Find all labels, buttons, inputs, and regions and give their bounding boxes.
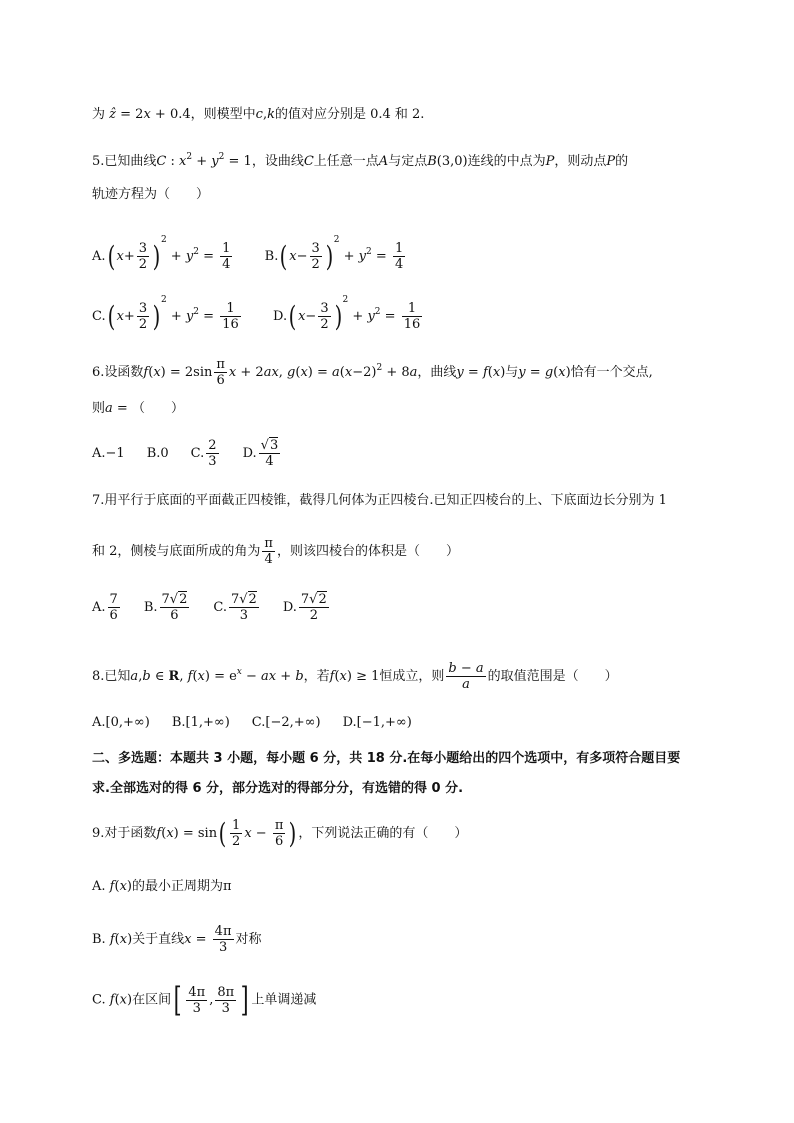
question-7-stem <box>92 490 734 512</box>
text: 恰有一个交点, <box>570 365 653 380</box>
option-label: D. <box>242 446 257 461</box>
text: 的 <box>615 154 629 169</box>
line-top: 为 ẑ = 2x + 0.4，则模型中c,k的值对应分别是 0.4 和 2. <box>92 107 425 122</box>
text: （ ） <box>131 401 184 416</box>
option-d[interactable]: D.[−1,+∞) <box>342 715 412 730</box>
text: 关于直线 <box>132 932 185 947</box>
question-6-stem: 6.设函数f(x) = 2sin $\frac{\pi}{6}$ x + 2ax, $g(x) = a(x-2)^2 + 8a$，曲线y = f(x)与y = g(x)恰有一个交点, <box>92 357 653 388</box>
text: 的最小正周期为 <box>131 879 223 894</box>
text: 已知曲线 <box>104 154 157 169</box>
option-label: C. <box>251 715 266 730</box>
question-5-options-ab <box>92 218 734 279</box>
option-b[interactable]: B.[1,+∞) <box>171 715 230 730</box>
question-5-options-cd <box>92 278 734 339</box>
question-number: 6. <box>92 365 105 380</box>
option-label: C. <box>213 600 227 615</box>
text: 在区间 <box>132 992 172 1008</box>
text: ，下列说法正确的有（ ） <box>298 826 468 841</box>
text: ，设曲线 <box>251 154 304 169</box>
option-label: B. <box>92 932 106 947</box>
text: 求.全部选对的得 6 分，部分选对的得部分分，有选错的得 0 分. <box>92 781 464 796</box>
question-9-option-b[interactable]: B. f(x)关于直线x = $\frac{4\pi}{3}$ 对称 <box>92 924 262 955</box>
text: ，曲线 <box>417 365 457 380</box>
option-c[interactable]: C.[−2,+∞) <box>251 715 321 730</box>
option-label: C. <box>92 992 106 1008</box>
option-d[interactable]: D. $\frac{√3}{4}$ <box>242 438 279 469</box>
text: 为 <box>92 107 106 122</box>
question-9-option-c[interactable]: C. f(x)在区间[ $\frac{4\pi}{3}$ , $\frac{8\pi}{3}$ ] 上单调递减 <box>92 980 317 1020</box>
option-b[interactable]: B.( x− $\frac{3}{2}$ )$^2 + y^2$ = $\frac{1}{4}$ <box>264 235 404 273</box>
option-label: D. <box>282 600 297 615</box>
question-7-stem-2: 和 2，侧棱与底面所成的角为 $\frac{\pi}{4}$ ，则该四棱台的体积是（ ） <box>92 536 459 567</box>
option-a[interactable]: A.[0,+∞) <box>92 715 150 730</box>
option-label: D. <box>342 715 357 730</box>
question-8-stem: 8.已知a,b ∈ R, $f(x) = e^x$ − ax + b，若f(x) ≥ 1恒成立，则 $\frac{b - a}{a}$ 的取值范围是（ ） <box>92 661 618 692</box>
option-label: A. <box>92 879 106 894</box>
option-d[interactable]: D. $\frac{7√2}{2}$ <box>282 592 327 623</box>
text: 对称 <box>235 932 262 947</box>
option-b[interactable]: B. $\frac{7√2}{6}$ <box>143 592 188 623</box>
text: 恒成立，则 <box>379 669 445 684</box>
text: ，则该四棱台的体积是（ ） <box>276 544 459 559</box>
question-8-options <box>92 712 734 734</box>
option-a[interactable]: A.−1 <box>92 446 125 461</box>
question-number: 9. <box>92 826 105 841</box>
option-label: C. <box>190 446 205 461</box>
question-7-options <box>92 586 734 630</box>
option-label: B. <box>143 600 158 615</box>
option-c[interactable]: C. $\frac{7√2}{3}$ <box>213 592 257 623</box>
text: 对于函数 <box>104 826 157 841</box>
option-c[interactable]: C. $\frac{2}{3}$ <box>190 438 217 469</box>
text: 上任意一点 <box>313 154 379 169</box>
option-d[interactable]: D.( x− $\frac{3}{2}$ )$^2 + y^2$ = $\frac{1}{16}$ <box>273 295 421 333</box>
question-number: 8. <box>92 669 105 684</box>
text: 7.用平行于底面的平面截正四棱锥，截得几何体为正四棱台.已知正四棱台的上、下底面边长分别为 1 <box>92 493 667 508</box>
option-label: B. <box>171 715 186 730</box>
text: 轨迹方程为（ ） <box>92 187 210 202</box>
question-6-options <box>92 432 734 476</box>
text: 连线的中点为 <box>467 154 546 169</box>
text: 则 <box>92 401 106 416</box>
text: 设函数 <box>104 365 144 380</box>
section-2-heading-2 <box>92 778 734 800</box>
text: 的值对应分别是 0.4 和 2. <box>274 107 425 122</box>
option-label: A. <box>92 715 106 730</box>
text: ，若 <box>303 669 330 684</box>
question-number: 5. <box>92 154 105 169</box>
question-9-stem: 9.对于函数f(x) = sin( $\frac{1}{2}$ x − $\frac{\pi}{6}$ ) ，下列说法正确的有（ ） <box>92 816 468 850</box>
text: 与 <box>505 365 519 380</box>
text: 与定点 <box>388 154 428 169</box>
question-9-option-a[interactable]: A. f(x)的最小正周期为π <box>92 879 232 894</box>
option-label: B. <box>146 446 161 461</box>
question-6-stem-2: 则a = （ ） <box>92 401 184 416</box>
text: 的取值范围是（ ） <box>487 669 618 684</box>
option-label: A. <box>92 249 106 264</box>
option-a[interactable]: A. $\frac{7}{6}$ <box>92 592 118 623</box>
option-a[interactable]: A.( x+ $\frac{3}{2}$ )$^2 + y^2$ = $\frac{1}{4}$ <box>92 235 231 273</box>
text: ，则模型中 <box>190 107 256 122</box>
question-5-stem: 5.已知曲线C : $x^2 + y^2 = 1$，设曲线C上任意一点A与定点B(3,0)连线的中点为P，则动点P的 <box>92 152 629 169</box>
section-2-heading <box>92 748 734 770</box>
question-5-stem-2 <box>92 184 734 206</box>
option-c[interactable]: C.( x+ $\frac{3}{2}$ )$^2 + y^2$ = $\frac{1}{16}$ <box>92 295 239 333</box>
option-label: A. <box>92 600 106 615</box>
option-label: C. <box>92 309 106 324</box>
text: 已知 <box>104 669 131 684</box>
text: 二、多选题：本题共 3 小题，每小题 6 分，共 18 分.在每小题给出的四个选项中，有多项符合题目要 <box>92 751 681 766</box>
text: 和 2，侧棱与底面所成的角为 <box>92 544 261 559</box>
option-label: B. <box>264 249 279 264</box>
option-b[interactable]: B.0 <box>146 446 169 461</box>
text: ，则动点 <box>554 154 607 169</box>
option-label: A. <box>92 446 106 461</box>
text: 上单调递减 <box>251 992 317 1008</box>
option-label: D. <box>273 309 288 324</box>
